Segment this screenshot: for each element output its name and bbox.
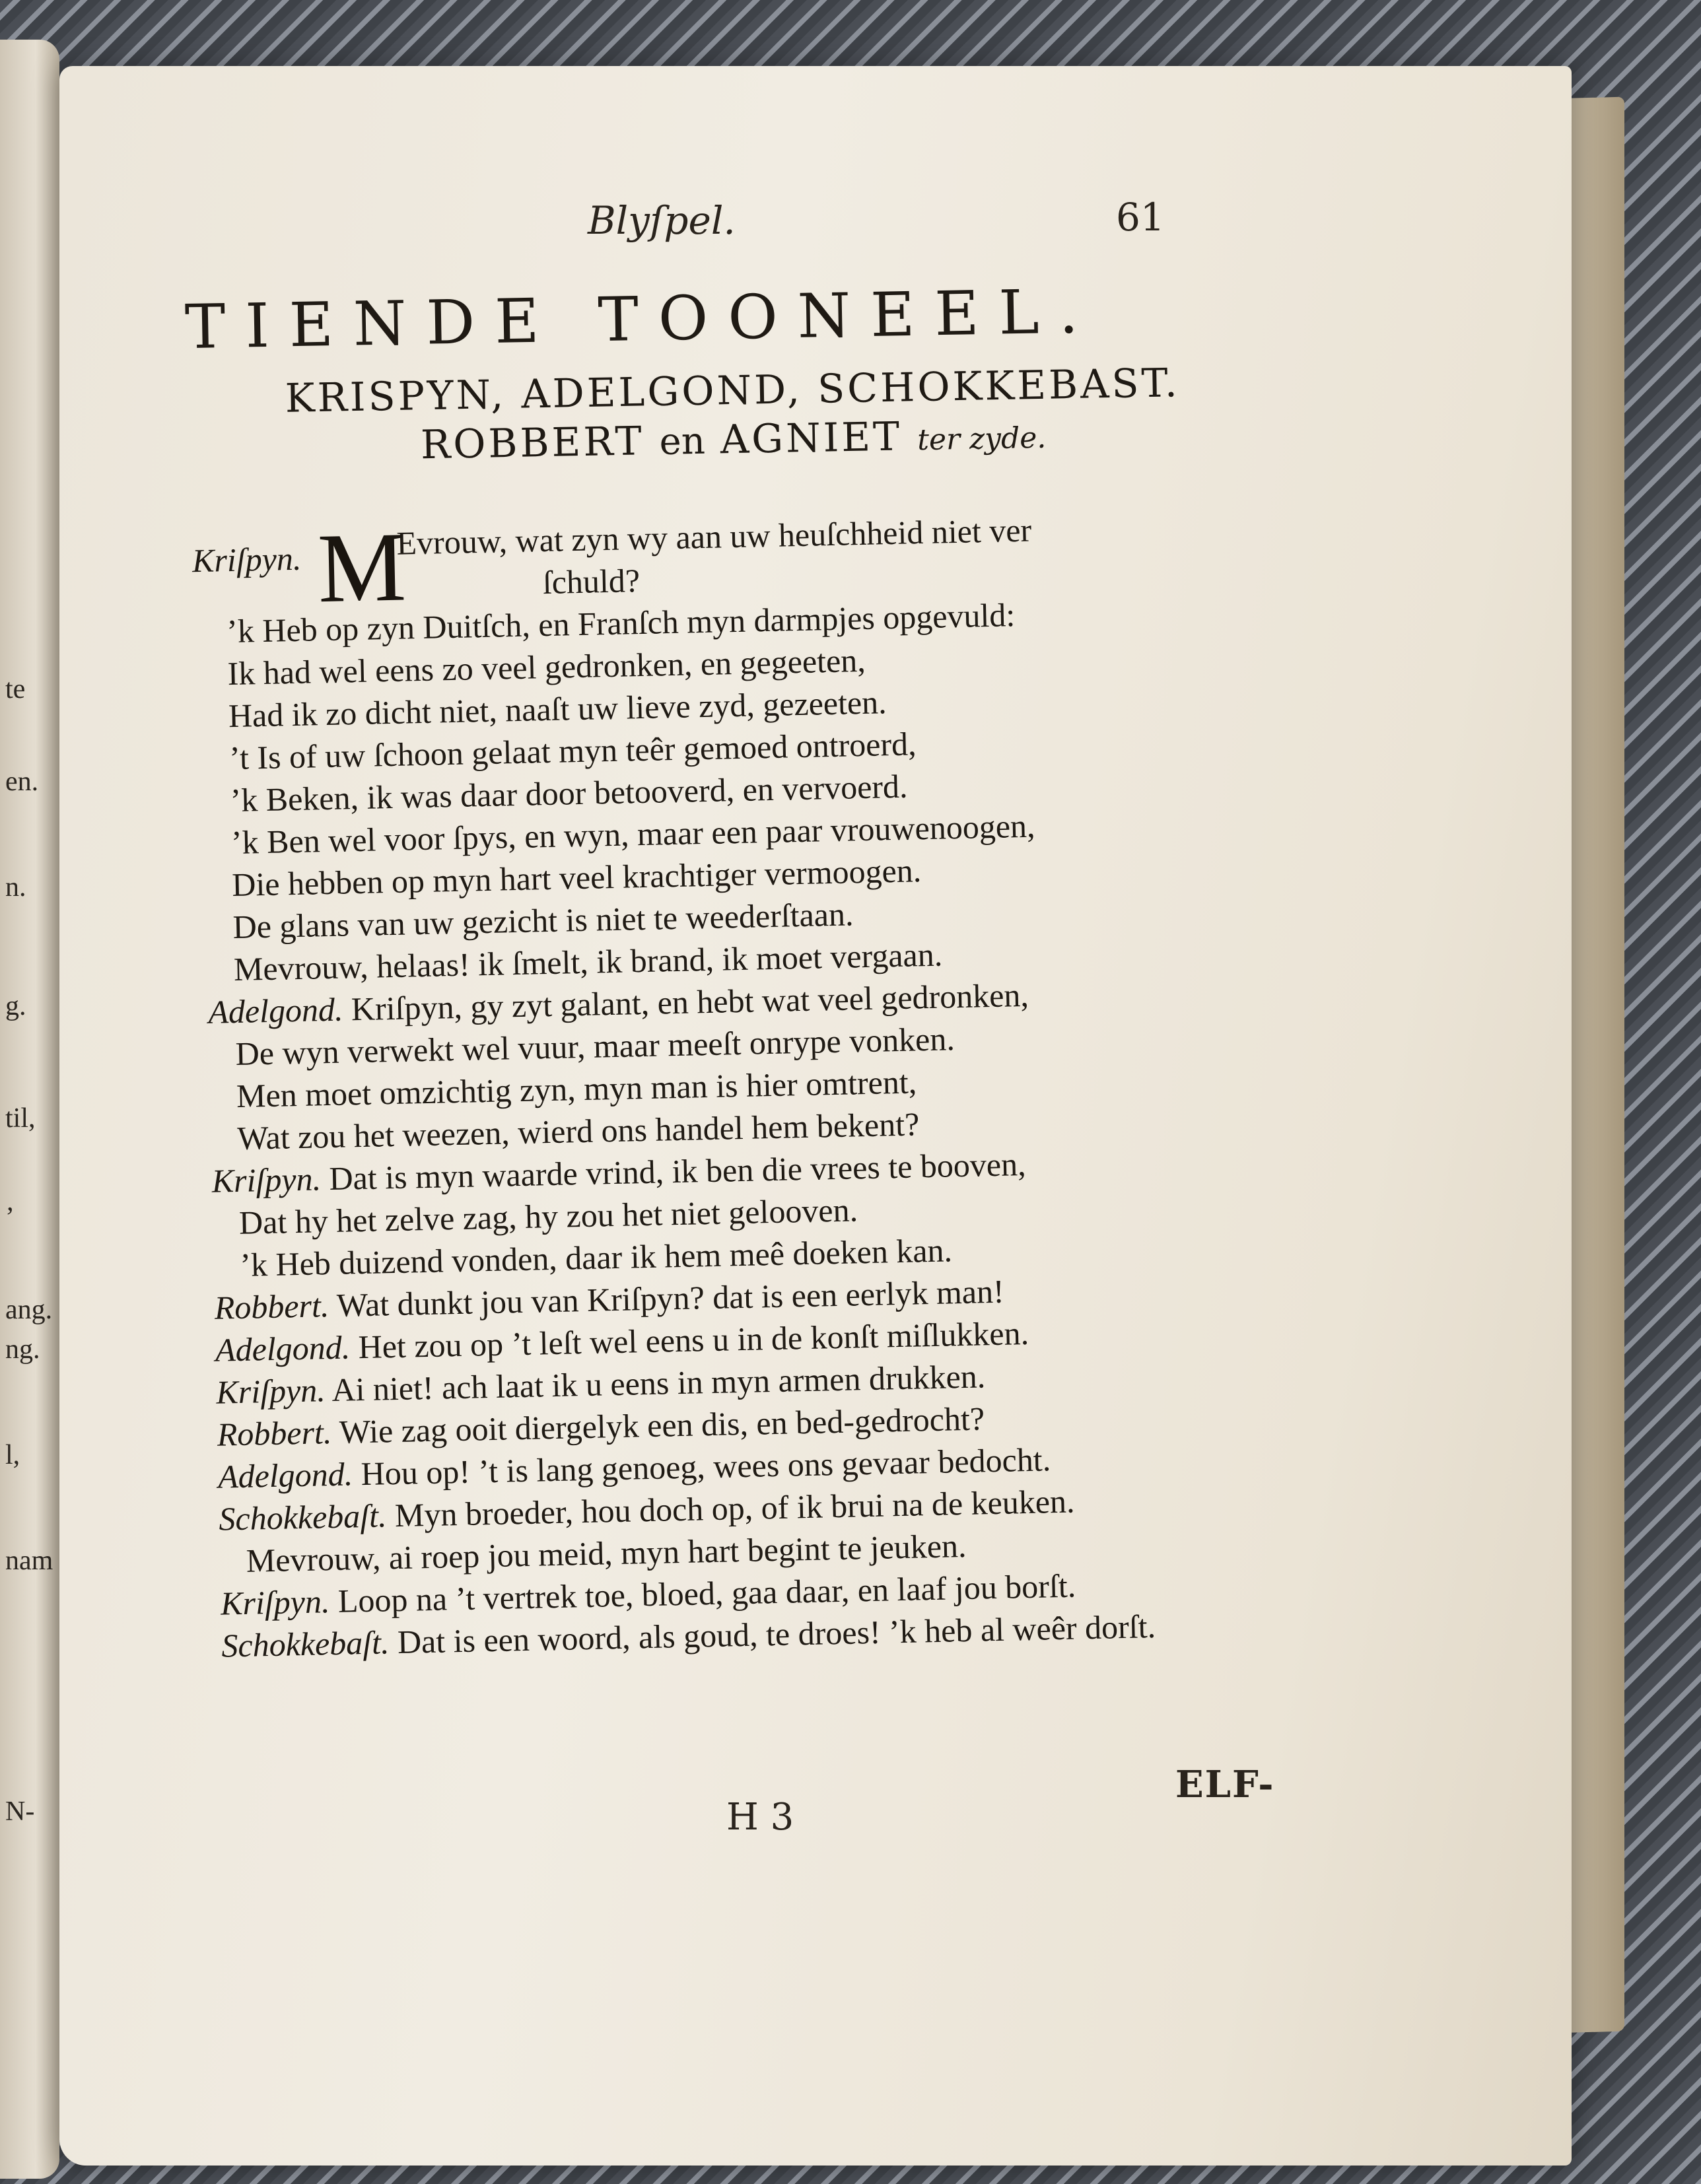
line-text: Had ik zo dicht niet, naaſt uw lieve zyd, gezeeten. (228, 683, 887, 735)
left-page-fragment: n. (5, 872, 26, 903)
line-text: Dat is myn waarde vrind, ik ben die vrees te booven, (328, 1145, 1027, 1198)
line-text: De wyn verwekt wel vuur, maar meeſt onrype vonken. (235, 1020, 955, 1072)
dialogue-text (191, 504, 1344, 1668)
line-text: Myn broeder, hou doch op, of ik brui na de keuken. (394, 1482, 1075, 1534)
left-page-edge (0, 40, 59, 2179)
line-text: Loop na ’t vertrek toe, bloed, gaa daar, en laaf jou borſt. (337, 1567, 1076, 1620)
character-conjunction: en (659, 419, 706, 463)
character-robbert: ROBBERT (420, 418, 645, 469)
line-text: Wie zag ooit diergelyk een dis, en bed-gedrocht? (339, 1400, 985, 1450)
catchword: ELF- (1175, 1763, 1275, 1806)
left-page-fragment: nam (5, 1546, 53, 1576)
speaker-name: Kriſpyn. (220, 1583, 330, 1622)
scene-title: TIENDE TOONEEL. (184, 275, 1099, 363)
character-list (171, 357, 1295, 478)
character-line-1: KRISPYN, ADELGOND, SCHOKKEBAST. (285, 360, 1181, 422)
line-text: De glans van uw gezicht is niet te weederſtaan. (232, 895, 854, 946)
speaker-name: Adelgond. (207, 990, 344, 1031)
line-text: ’k Beken, ik was daar door betooverd, en vervoerd. (230, 767, 909, 819)
line-text: Mevrouw, ai roep jou meid, myn hart begint te jeuken. (246, 1526, 967, 1579)
line-text: Ik had wel eens zo veel gedronken, en gegeeten, (227, 641, 866, 693)
line-text: ’k Heb duizend vonden, daar ik hem meê doeken kan. (239, 1231, 953, 1283)
line-text: Hou op! ’t is lang genoeg, wees ons gevaar bedocht. (361, 1441, 1051, 1493)
left-page-fragment: en. (5, 767, 39, 797)
running-title: Blyſpel. (588, 198, 736, 243)
line-text: ’k Heb op zyn Duitſch, en Franſch myn darmpjes opgevuld: (226, 596, 1016, 650)
line-text: Het zou op ’t leſt wel eens u in de konſt miſlukken. (358, 1314, 1029, 1366)
book-page (59, 66, 1572, 2166)
speaker-name: Kriſpyn. (211, 1160, 322, 1200)
drop-cap: M (316, 512, 407, 624)
line-text: Men moet omzichtig zyn, myn man is hier omtrent, (236, 1063, 917, 1114)
line-text: ’k Ben wel voor ſpys, en wyn, maar een paar vrouwenoogen, (230, 807, 1035, 862)
speaker-name: Kriſpyn. (191, 539, 302, 580)
character-agniet: AGNIET (720, 413, 903, 463)
speaker-name: Adelgond. (215, 1328, 351, 1369)
signature-mark: H 3 (726, 1796, 794, 1839)
speaker-name: Kriſpyn. (215, 1371, 326, 1411)
speaker-name: Robbert. (214, 1287, 330, 1326)
line-text: ’t Is of uw ſchoon gelaat myn teêr gemoed ontroerd, (228, 725, 917, 777)
left-page-fragment: ang. (5, 1295, 53, 1325)
left-page-fragment: N- (5, 1796, 35, 1827)
left-page-fragment: g. (5, 991, 26, 1021)
speaker-name: Schokkebaſt. (221, 1623, 390, 1664)
line-text: Ai niet! ach laat ik u eens in myn armen drukken. (331, 1357, 986, 1409)
line-text: ſchuld? (542, 562, 641, 601)
line-text: Kriſpyn, gy zyt galant, en hebt wat veel gedronken, (351, 976, 1029, 1028)
page-number: 61 (1116, 195, 1165, 240)
left-page-fragment: til, (5, 1103, 36, 1134)
line-text: Dat hy het zelve zag, hy zou het niet gelooven. (238, 1191, 858, 1241)
speaker-name: Schokkebaſt. (218, 1497, 388, 1538)
speaker-name: Robbert. (217, 1414, 332, 1453)
left-page-fragment: ’ (5, 1202, 15, 1233)
left-page-fragment: te (5, 674, 26, 704)
speaker-name: Adelgond. (217, 1455, 353, 1495)
line-text: Die hebben op myn hart veel krachtiger vermoogen. (231, 852, 922, 904)
line-text: Dat is een woord, als goud, te droes! ’k heb al weêr dorſt. (397, 1608, 1156, 1661)
line-text: Evrouw, wat zyn wy aan uw heuſchheid niet ver (396, 511, 1032, 562)
left-page-fragment: ng. (5, 1334, 40, 1365)
line-text: Mevrouw, helaas! ik ſmelt, ik brand, ik moet vergaan. (233, 936, 943, 988)
left-page-fragment: l, (5, 1440, 20, 1470)
stage-direction: ter zyde. (917, 421, 1047, 458)
line-text: Wat dunkt jou van Kriſpyn? dat is een eerlyk man! (336, 1272, 1005, 1324)
line-text: Wat zou het weezen, wierd ons handel hem bekent? (236, 1105, 920, 1157)
